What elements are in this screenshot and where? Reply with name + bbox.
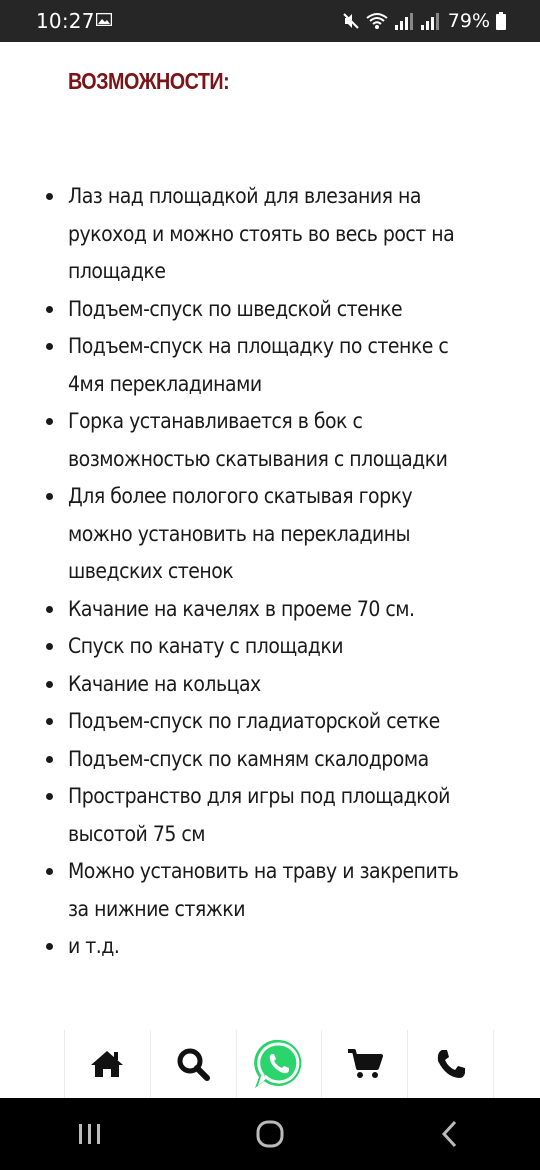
home-button[interactable] xyxy=(64,1030,150,1098)
section-heading: ВОЗМОЖНОСТИ: xyxy=(68,68,230,94)
search-icon xyxy=(175,1046,211,1082)
recent-apps-icon xyxy=(77,1122,103,1146)
status-bar xyxy=(0,0,540,42)
battery-percent: 79% xyxy=(447,10,490,32)
mute-icon xyxy=(342,12,360,30)
cart-icon xyxy=(347,1048,383,1080)
list-item: Для более пологого скатывая горку можно установить на перекладины шведских стенок xyxy=(0,478,468,591)
status-icons xyxy=(342,8,506,34)
wifi-icon xyxy=(366,12,388,30)
list-item: Подъем-спуск по гладиаторской сетке xyxy=(0,703,468,741)
home-nav-button[interactable] xyxy=(240,1104,300,1164)
list-item: Подъем-спуск по камням скалодрома xyxy=(0,741,468,779)
list-item: Качание на кольцах xyxy=(0,666,468,704)
list-item: Спуск по канату с площадки xyxy=(0,628,468,666)
list-item: и т.д. xyxy=(0,928,468,966)
recent-apps-button[interactable] xyxy=(60,1104,120,1164)
page-content xyxy=(0,42,540,1055)
list-item: Горка устанавливается в бок с возможностью скатывания с площадки xyxy=(0,403,468,478)
gallery-icon xyxy=(96,13,112,26)
whatsapp-icon xyxy=(252,1037,306,1091)
list-item: Подъем-спуск по шведской стенке xyxy=(0,291,468,329)
cart-button[interactable] xyxy=(321,1030,407,1098)
phone-button[interactable] xyxy=(407,1030,494,1098)
signal-icon xyxy=(394,12,414,30)
signal-icon xyxy=(420,12,440,30)
list-item: Можно установить на траву и закрепить за нижние стяжки xyxy=(0,853,468,928)
list-item: Лаз над площадкой для влезания на рукоход и можно стоять во весь рост на площадке xyxy=(0,178,468,291)
home-circle-icon xyxy=(255,1119,285,1149)
battery-icon xyxy=(496,12,506,30)
phone-icon xyxy=(436,1049,466,1079)
list-item: Подъем-спуск на площадку по стенке с 4мя перекладинами xyxy=(0,328,468,403)
search-button[interactable] xyxy=(150,1030,236,1098)
features-list xyxy=(0,178,540,966)
whatsapp-button[interactable] xyxy=(236,1030,322,1098)
list-item: Качание на качелях в проеме 70 см. xyxy=(0,591,468,629)
bottom-action-bar xyxy=(64,1030,494,1098)
list-item: Пространство для игры под площадкой высотой 75 см xyxy=(0,778,468,853)
status-time: 10:27 xyxy=(36,9,95,33)
home-icon xyxy=(90,1049,124,1079)
back-icon xyxy=(440,1120,460,1148)
system-nav-bar xyxy=(0,1098,540,1170)
back-button[interactable] xyxy=(420,1104,480,1164)
